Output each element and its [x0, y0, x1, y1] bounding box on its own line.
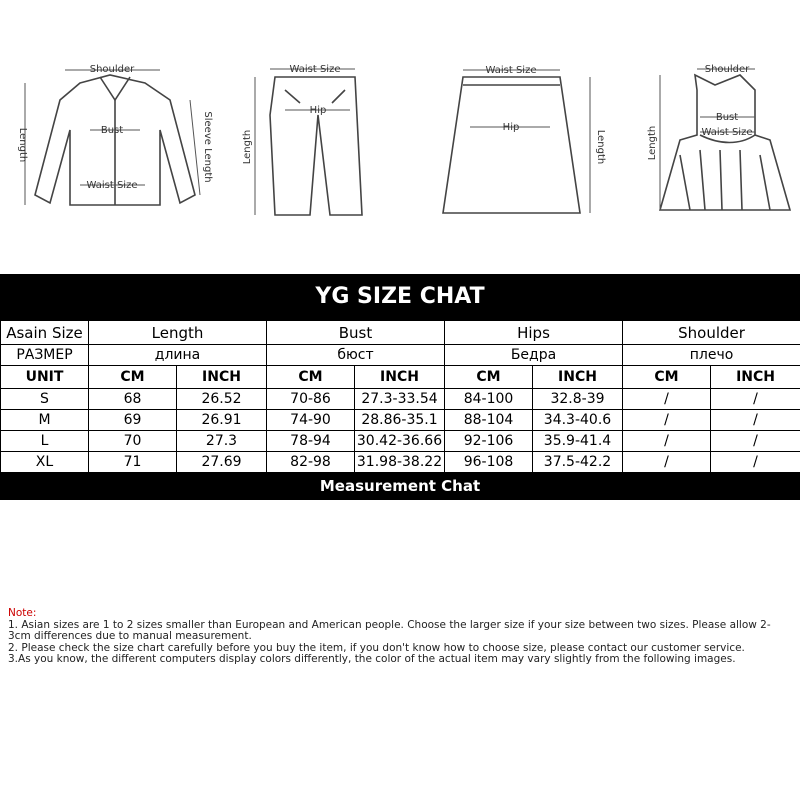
note-item: 2. Please check the size chart carefully before you buy the item, if you don't know how to choose size, please contact our customer service. — [8, 641, 745, 654]
dress-bust-label: Bust — [715, 112, 739, 123]
table-cell: / — [711, 452, 800, 473]
table-cell: / — [623, 452, 711, 473]
unit-cell: INCH — [177, 366, 267, 389]
shoulder-header: Shoulder — [623, 321, 800, 345]
pants-waist-label: Waist Size — [289, 64, 341, 75]
table-cell: XL — [1, 452, 89, 473]
unit-cell: INCH — [355, 366, 445, 389]
hips-header-ru: Бедра — [445, 345, 623, 366]
shirt-length-label: Length — [17, 127, 28, 163]
garment-sketches — [0, 55, 800, 230]
table-cell: 92-106 — [445, 431, 533, 452]
table-cell: 35.9-41.4 — [533, 431, 623, 452]
table-cell: 30.42-36.66 — [355, 431, 445, 452]
size-table — [0, 320, 800, 473]
shirt-sleeve-label: Sleeve Length — [202, 111, 213, 183]
unit-cell: CM — [267, 366, 355, 389]
table-cell: 70 — [89, 431, 177, 452]
table-cell: 82-98 — [267, 452, 355, 473]
table-cell: / — [711, 389, 800, 410]
pants-length-label: Length — [242, 129, 253, 165]
unit-cell: CM — [623, 366, 711, 389]
table-row — [1, 410, 800, 431]
table-row — [1, 431, 800, 452]
table-cell: 88-104 — [445, 410, 533, 431]
table-cell: 78-94 — [267, 431, 355, 452]
table-cell: / — [711, 410, 800, 431]
note-item: 1. Asian sizes are 1 to 2 sizes smaller than European and American people. Choose the larger size if your size between two sizes. Please allow 2-3cm differences due to manual measurement. — [8, 618, 771, 642]
table-cell: 28.86-35.1 — [355, 410, 445, 431]
skirt-waist-label: Waist Size — [485, 65, 537, 76]
table-cell: 74-90 — [267, 410, 355, 431]
table-cell: 96-108 — [445, 452, 533, 473]
hips-header: Hips — [445, 321, 623, 345]
table-cell: 31.98-38.22 — [355, 452, 445, 473]
dress-sketch-icon — [660, 75, 790, 210]
table-cell: 84-100 — [445, 389, 533, 410]
table-cell: 26.91 — [177, 410, 267, 431]
table-cell: / — [623, 389, 711, 410]
table-cell: 32.8-39 — [533, 389, 623, 410]
unit-cell: CM — [89, 366, 177, 389]
dress-length-label: Length — [647, 125, 658, 161]
table-cell: S — [1, 389, 89, 410]
skirt-hip-label: Hip — [502, 122, 520, 133]
unit-cell: INCH — [533, 366, 623, 389]
pants-hip-label: Hip — [309, 105, 327, 116]
table-cell: M — [1, 410, 89, 431]
length-header-ru: длина — [89, 345, 267, 366]
unit-cell: CM — [445, 366, 533, 389]
table-cell: 69 — [89, 410, 177, 431]
header-row-en — [1, 321, 800, 345]
table-cell: L — [1, 431, 89, 452]
unit-cell: INCH — [711, 366, 800, 389]
table-cell: / — [623, 410, 711, 431]
unit-row — [1, 366, 800, 389]
unit-cell: UNIT — [1, 366, 89, 389]
shirt-waist-label: Waist Size — [86, 180, 138, 191]
asian-size-header: Asain Size — [1, 321, 89, 345]
table-cell: / — [711, 431, 800, 452]
table-row — [1, 389, 800, 410]
skirt-sketch-icon — [443, 77, 580, 213]
shoulder-header-ru: плечо — [623, 345, 800, 366]
notes-title: Note: — [8, 607, 37, 619]
measurement-footer: Measurement Chat — [0, 473, 800, 500]
notes-section — [8, 608, 788, 666]
table-cell: 26.52 — [177, 389, 267, 410]
garment-figures — [0, 55, 800, 230]
dress-waist-label: Waist Size — [701, 127, 753, 138]
shirt-shoulder-label: Shoulder — [89, 64, 135, 75]
table-cell: 27.3-33.54 — [355, 389, 445, 410]
table-cell: 37.5-42.2 — [533, 452, 623, 473]
skirt-length-label: Length — [595, 129, 606, 165]
header-row-ru — [1, 345, 800, 366]
bust-header: Bust — [267, 321, 445, 345]
size-chart-title: YG SIZE CHAT — [0, 274, 800, 320]
table-cell: 70-86 — [267, 389, 355, 410]
table-row — [1, 452, 800, 473]
table-cell: / — [623, 431, 711, 452]
shirt-bust-label: Bust — [100, 125, 124, 136]
table-cell: 27.3 — [177, 431, 267, 452]
dress-shoulder-label: Shoulder — [704, 64, 750, 75]
length-header: Length — [89, 321, 267, 345]
table-cell: 34.3-40.6 — [533, 410, 623, 431]
bust-header-ru: бюст — [267, 345, 445, 366]
note-item: 3.As you know, the different computers display colors differently, the color of the actual item may vary slightly from the following images. — [8, 653, 736, 665]
table-cell: 27.69 — [177, 452, 267, 473]
pants-sketch-icon — [270, 77, 362, 215]
table-cell: 71 — [89, 452, 177, 473]
size-chart — [0, 274, 800, 500]
table-cell: 68 — [89, 389, 177, 410]
size-header-ru: РАЗМЕР — [1, 345, 89, 366]
